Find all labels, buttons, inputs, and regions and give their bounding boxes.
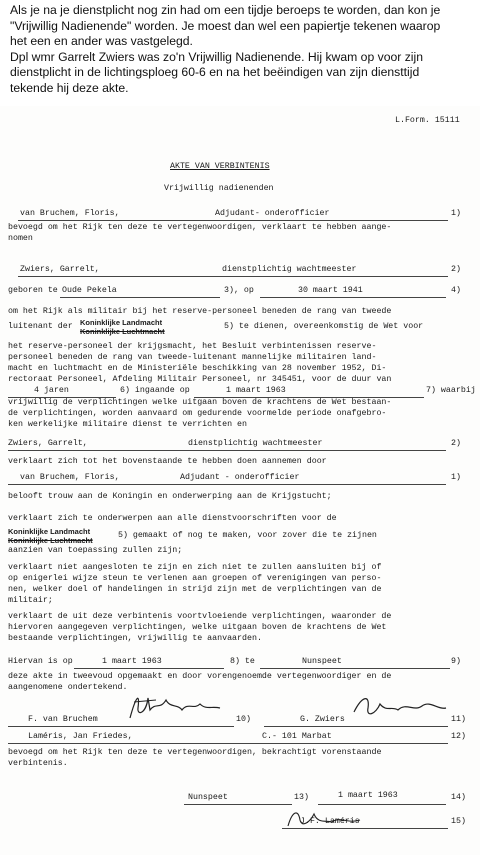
label-text: geboren te: [8, 286, 58, 295]
representative-name: van Bruchem, Floris,: [20, 473, 120, 482]
footnote-marker: 11): [451, 715, 466, 724]
paragraph-text: de verplichtingen, worden aanvaard om gedurende voormelde periode onafgebro-: [8, 409, 387, 418]
birth-place: Oude Pekela: [62, 286, 117, 295]
paragraph-text: belooft trouw aan de Koningin en onderwerping aan de Krijgstucht;: [8, 492, 332, 501]
paragraph-text: vrijwillig de verplichtingen welke uitgaan boven de krachtens de Wet bestaan-: [8, 398, 392, 407]
handwritten-signature: [284, 802, 364, 832]
footnote-marker: 6) ingaande op: [120, 386, 190, 395]
fill-line: [260, 658, 450, 669]
paragraph-text: op enigerlei wijze steun te verlenen aan groepen of verenigingen van perso-: [8, 574, 382, 583]
paragraph-text: militair;: [8, 596, 53, 605]
footnote-marker: 7) waarbij: [426, 386, 476, 395]
stamp-text: Koninklijke Landmacht: [80, 318, 163, 327]
footnote-marker: 15): [451, 817, 466, 826]
paragraph-text: Hiervan is op: [8, 657, 73, 666]
handwritten-signature: [352, 690, 448, 724]
paragraph-text: 5) gemaakt of nog te maken, voor zover die te zijnen: [118, 531, 377, 540]
footnote-marker: 1): [451, 209, 461, 218]
document-subtitle: Vrijwillig nadienenden: [164, 184, 274, 193]
paragraph-text: nomen: [8, 234, 33, 243]
stamp-text: Koninklijke Landmacht: [8, 527, 91, 536]
enlistee-name: Zwiers, Garrelt,: [8, 439, 88, 448]
footnote-marker: 2): [451, 439, 461, 448]
representative-rank: Adjudant- onderofficier: [215, 209, 330, 218]
signer-name: F. van Bruchem: [28, 715, 98, 724]
intro-text: [10, 3, 472, 97]
paragraph-text: macht en luchtmacht en de Ministeriële beschikking van 28 november 1952, Di-: [8, 364, 387, 373]
footnote-marker: 2): [451, 265, 461, 274]
footnote-marker: 1): [451, 473, 461, 482]
paragraph-text: om het Rijk als militair bij het reserve-personeel beneden de rang van tweede: [8, 307, 392, 316]
footnote-marker: 9): [451, 657, 461, 666]
paragraph-text: bevoegd om het Rijk ten deze te vertegenwoordigen, verklaart te hebben aange-: [8, 223, 392, 232]
ratification-place: Nunspeet: [188, 793, 228, 802]
paragraph-text: bestaande verplichtingen, vrijwillig te aanvaarden.: [8, 634, 262, 643]
intro-line: Dpl wmr Garrelt Zwiers was zo'n Vrijwillig Nadienende. Hij kwam op voor zijn: [10, 49, 423, 64]
footnote-marker: 8) te: [230, 657, 255, 666]
signing-place: Nunspeet: [302, 657, 342, 666]
struck-stamp-text: Koninklijke Luchtmacht: [80, 327, 165, 336]
ratifier-name: Laméris, Jan Friedes,: [28, 732, 133, 741]
paragraph-text: verbintenis.: [8, 759, 68, 768]
paragraph-text: verklaart zich tot het bovenstaande te hebben doen aannemen door: [8, 457, 327, 466]
document-title: AKTE VAN VERBINTENIS: [170, 162, 270, 171]
signer-name: J.F. Laméris: [300, 817, 360, 826]
paragraph-text: verklaart niet aangesloten te zijn en zich niet te zullen aansluiten bij of: [8, 563, 382, 572]
paragraph-text: rectoraat Personeel, Afdeling Militair Personeel, nr 345451, voor de duur van: [8, 375, 392, 384]
handwritten-signature: [126, 688, 226, 724]
footnote-marker: 13): [294, 793, 309, 802]
signing-date: 1 maart 1963: [102, 657, 162, 666]
form-number: L.Form. 15111: [395, 116, 460, 125]
intro-line: Als je na je dienstplicht nog zin had om een tijdje beroeps te worden, dan kon je: [10, 3, 441, 17]
paragraph-text: personeel beneden de rang van tweede-luitenant mannelijke militairen land-: [8, 353, 377, 362]
start-date: 1 maart 1963: [226, 386, 286, 395]
footnote-marker: 14): [451, 793, 466, 802]
ratifier-rank: C.- 101 Marbat: [262, 732, 332, 741]
intro-line: "Vrijwillig Nadienende" worden. Je moest dan wel een papiertje tekenen waarop: [10, 18, 441, 33]
paragraph-text: luitenant der: [8, 322, 73, 331]
intro-line: het een en ander was vastgelegd.: [10, 34, 193, 49]
footnote-marker: 12): [451, 732, 466, 741]
scanned-document: [0, 106, 480, 855]
representative-rank: Adjudant - onderofficier: [180, 473, 300, 482]
enlistee-rank: dienstplichtig wachtmeester: [222, 265, 357, 274]
duration: 4 jaren: [34, 386, 69, 395]
ratification-date: 1 maart 1963: [338, 791, 398, 800]
intro-line: dienstplicht in de lichtingsploeg 60-6 en na het beëindigen van zijn diensttijd: [10, 65, 420, 80]
paragraph-text: aanzien van toepassing zullen zijn;: [8, 546, 183, 555]
paragraph-text: nen, welker doel of handelingen in strijd zijn met de verplichtingen van de: [8, 585, 382, 594]
paragraph-text: hiervoren aangegeven verplichtingen, welke uitgaan boven de krachtens de Wet: [8, 623, 387, 632]
enlistee-name: Zwiers, Garrelt,: [20, 265, 100, 274]
paragraph-text: deze akte in tweevoud opgemaakt en door vorengenoemde vertegenwoordiger en de: [8, 672, 392, 681]
footnote-marker: 4): [451, 286, 461, 295]
paragraph-text: verklaart de uit deze verbintenis voortvloeiende verplichtingen, waaronder de: [8, 612, 392, 621]
paragraph-text: verklaart zich te onderwerpen aan alle dienstvoorschriften voor de: [8, 514, 337, 523]
footnote-marker: 3), op: [224, 286, 254, 295]
struck-stamp-text: Koninklijke Luchtmacht: [8, 536, 93, 545]
paragraph-text: aangenomene ondertekend.: [8, 683, 128, 692]
representative-name: van Bruchem, Floris,: [20, 209, 120, 218]
paragraph-text: bevoegd om het Rijk ten deze te vertegenwoordigen, bekrachtigt vorenstaande: [8, 748, 382, 757]
paragraph-text: het reserve-personeel der krijgsmacht, het Besluit verbintenissen reserve-: [8, 342, 377, 351]
footnote-marker: 10): [236, 715, 251, 724]
enlistee-rank: dienstplichtig wachtmeester: [188, 439, 323, 448]
paragraph-text: 5) te dienen, overeenkomstig de Wet voor: [224, 322, 424, 331]
intro-line: tekende hij deze akte.: [10, 80, 129, 95]
signer-name: G. Zwiers: [300, 715, 345, 724]
paragraph-text: ken werkelijke militaire dienst te verrichten en: [8, 420, 247, 429]
birth-date: 30 maart 1941: [298, 286, 363, 295]
